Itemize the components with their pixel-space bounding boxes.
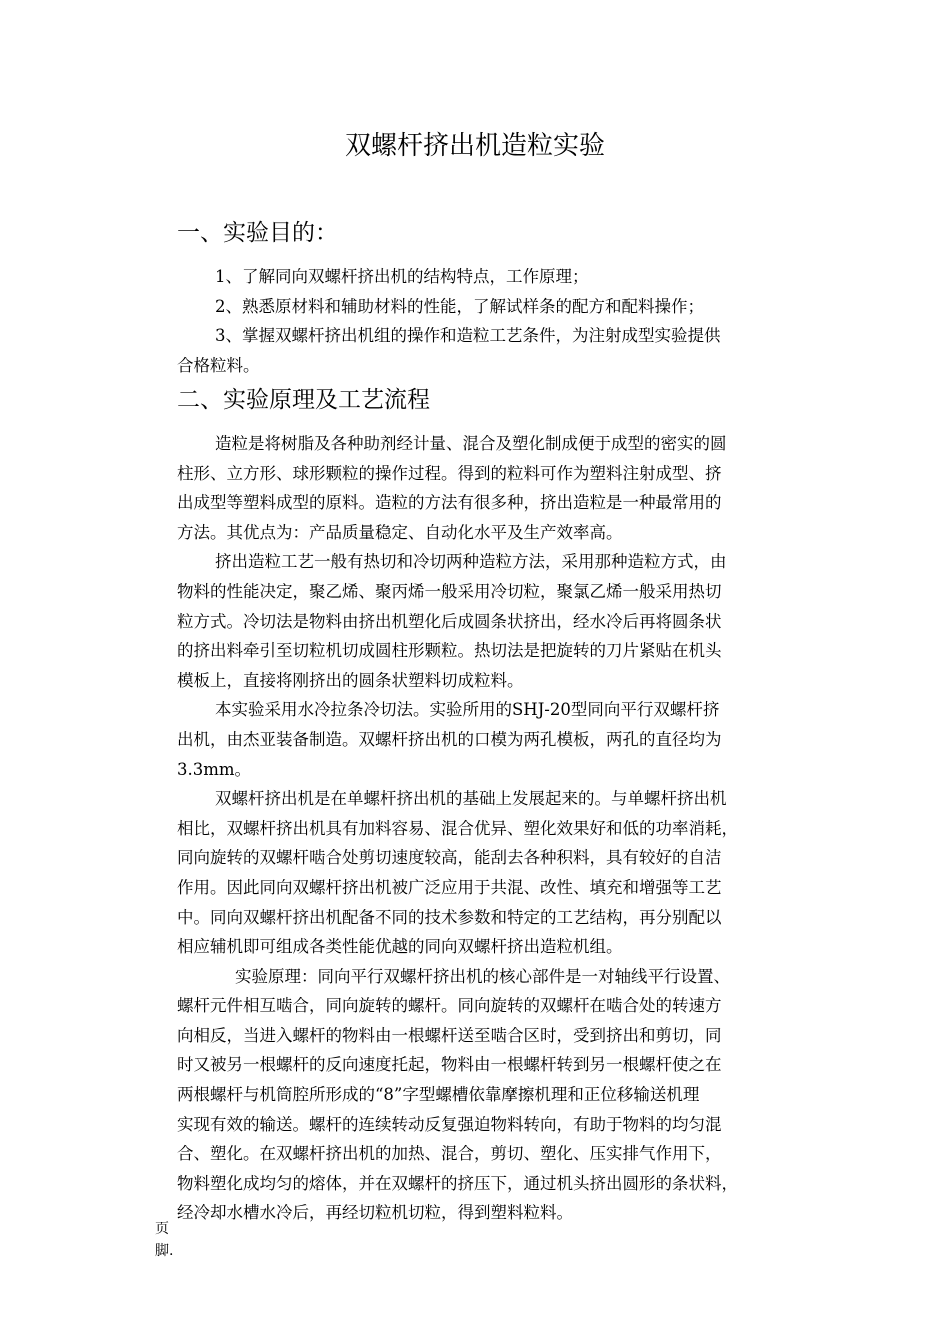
paragraph-line: 螺杆元件相互啮合，同向旋转的螺杆。同向旋转的双螺杆在啮合处的转速方 bbox=[177, 996, 722, 1016]
paragraph-line: 两根螺杆与机筒腔所形成的“8”字型螺槽依靠摩擦机理和正位移输送机理 bbox=[177, 1085, 700, 1105]
paragraph-line: 方法。其优点为：产品质量稳定、自动化水平及生产效率高。 bbox=[177, 522, 623, 542]
paragraph-line: 柱形、立方形、球形颗粒的操作过程。得到的粒料可作为塑料注射成型、挤 bbox=[177, 463, 722, 483]
paragraph-line: 实验原理：同向平行双螺杆挤出机的核心部件是一对轴线平行设置、 bbox=[235, 966, 730, 986]
paragraph-line: 2、熟悉原材料和辅助材料的性能，了解试样条的配方和配料操作； bbox=[215, 296, 704, 316]
section2-body bbox=[177, 429, 827, 1228]
section2-heading: 二、实验原理及工艺流程 bbox=[177, 387, 430, 413]
paragraph-line: 合格粒料。 bbox=[177, 355, 260, 375]
section1-heading: 一、实验目的： bbox=[177, 220, 338, 246]
paragraph-line: 出机，由杰亚装备制造。双螺杆挤出机的口模为两孔模板，两孔的直径均为 bbox=[177, 729, 722, 749]
paragraph-line: 双螺杆挤出机是在单螺杆挤出机的基础上发展起来的。与单螺杆挤出机 bbox=[215, 789, 727, 809]
paragraph-line: 同向旋转的双螺杆啮合处剪切速度较高，能刮去各种积料，具有较好的自洁 bbox=[177, 848, 722, 868]
paragraph-line: 时又被另一根螺杆的反向速度托起，物料由一根螺杆转到另一根螺杆使之在 bbox=[177, 1055, 722, 1075]
paragraph-line: 相比，双螺杆挤出机具有加料容易、混合优异、塑化效果好和低的功率消耗， bbox=[177, 818, 738, 838]
paragraph-line: 模板上，直接将刚挤出的圆条状塑料切成粒料。 bbox=[177, 670, 524, 690]
paragraph-line: 实现有效的输送。螺杆的连续转动反复强迫物料转向，有助于物料的均匀混 bbox=[177, 1114, 722, 1134]
footer-line: 脚. bbox=[155, 1243, 174, 1259]
paragraph-line: 3.3mm。 bbox=[177, 759, 252, 779]
paragraph-line: 粒方式。冷切法是物料由挤出机塑化后成圆条状挤出，经水冷后再将圆条状 bbox=[177, 611, 722, 631]
paragraph-line: 物料塑化成均匀的熔体，并在双螺杆的挤压下，通过机头挤出圆形的条状料， bbox=[177, 1173, 738, 1193]
paragraph-line: 物料的性能决定，聚乙烯、聚丙烯一般采用冷切粒，聚氯乙烯一般采用热切 bbox=[177, 581, 722, 601]
paragraph-line: 作用。因此同向双螺杆挤出机被广泛应用于共混、改性、填充和增强等工艺 bbox=[177, 877, 722, 897]
paragraph-line: 1、了解同向双螺杆挤出机的结构特点，工作原理； bbox=[215, 267, 589, 286]
paragraph-line: 挤出造粒工艺一般有热切和冷切两种造粒方法，采用那种造粒方式，由 bbox=[215, 552, 727, 572]
paragraph-line: 经冷却水槽水冷后，再经切粒机切粒，得到塑料粒料。 bbox=[177, 1203, 573, 1223]
page-footer bbox=[155, 1218, 173, 1262]
paragraph-line: 的挤出料牵引至切粒机切成圆柱形颗粒。热切法是把旋转的刀片紧贴在机头 bbox=[177, 641, 722, 661]
footer-line: 页 bbox=[155, 1221, 169, 1237]
paragraph-line: 中。同向双螺杆挤出机配备不同的技术参数和特定的工艺结构，再分别配以 bbox=[177, 907, 722, 927]
paragraph-line: 出成型等塑料成型的原料。造粒的方法有很多种，挤出造粒是一种最常用的 bbox=[177, 493, 722, 513]
paragraph-line: 相应辅机即可组成各类性能优越的同向双螺杆挤出造粒机组。 bbox=[177, 937, 623, 957]
document-title: 双螺杆挤出机造粒实验 bbox=[344, 131, 605, 161]
paragraph-line: 合、塑化。在双螺杆挤出机的加热、混合，剪切、塑化、压实排气作用下， bbox=[177, 1144, 722, 1164]
paragraph-line: 3、掌握双螺杆挤出机组的操作和造粒工艺条件，为注射成型实验提供 bbox=[215, 326, 721, 346]
paragraph-line: 造粒是将树脂及各种助剂经计量、混合及塑化制成便于成型的密实的圆 bbox=[215, 434, 727, 453]
paragraph-line: 向相反，当进入螺杆的物料由一根螺杆送至啮合区时，受到挤出和剪切，同 bbox=[177, 1025, 722, 1045]
section1-body bbox=[177, 262, 827, 380]
paragraph-line: 本实验采用水冷拉条冷切法。实验所用的SHJ-20型同向平行双螺杆挤 bbox=[215, 700, 720, 720]
